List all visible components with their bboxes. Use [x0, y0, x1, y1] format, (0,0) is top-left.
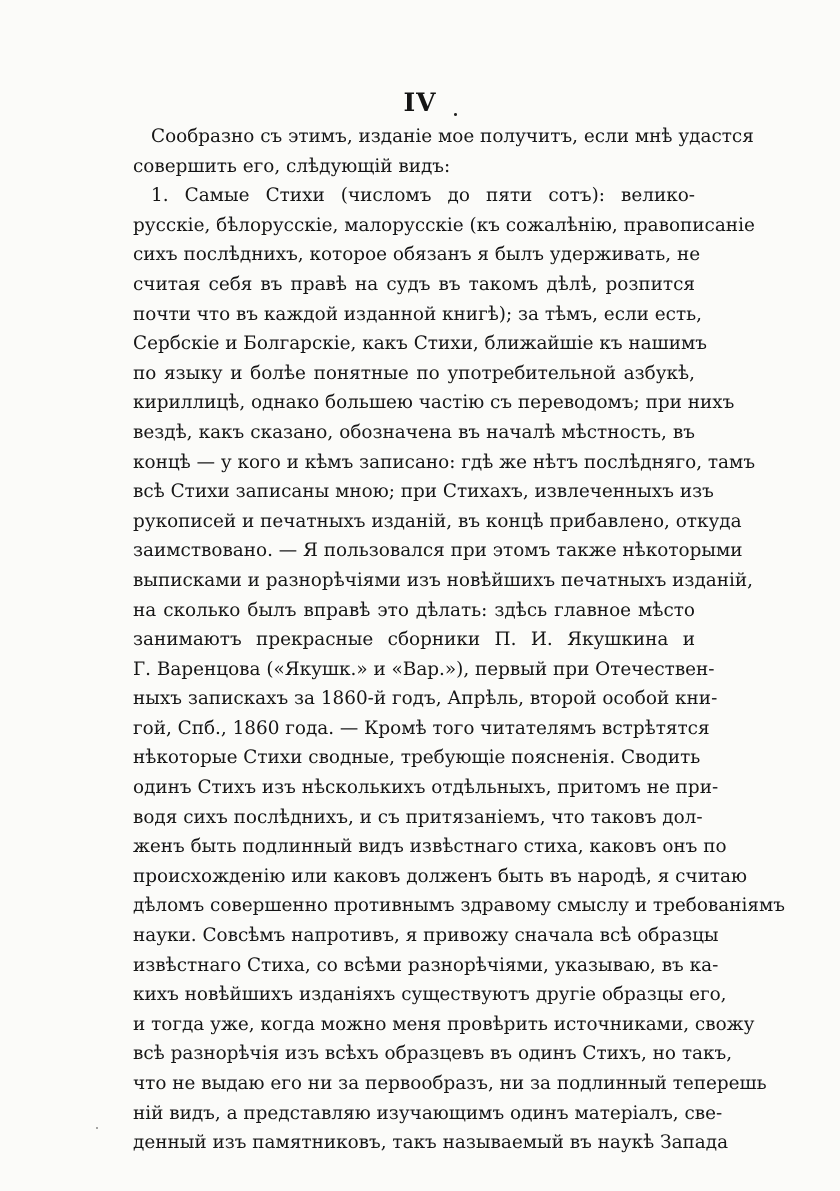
text-line: Г. Варенцова («Якушк.» и «Вар.»), первый при Отечествен- [133, 658, 715, 680]
text-line: и тогда уже, когда можно меня провѣрить источниками, свожу [133, 1013, 755, 1035]
text-line: всѣ Стихи записаны мною; при Стихахъ, извлеченныхъ изъ [133, 481, 714, 503]
text-line: на сколько былъ вправѣ это дѣлать: здѣсь главное мѣсто [133, 599, 695, 621]
text-line: русскіе, бѣлорусскіе, малорусскіе (къ сожалѣнію, правописаніе [133, 214, 755, 236]
ink-speck [96, 1127, 98, 1129]
page-text [133, 122, 785, 1158]
text-line: выписками и разнорѣчіями изъ новѣйшихъ печатныхъ изданій, [133, 569, 753, 591]
text-line: совершить его, слѣдующій видъ: [133, 155, 451, 177]
text-line: заимствовано. — Я пользовался при этомъ также нѣкоторыми [133, 540, 743, 562]
text-line: кихъ новѣйшихъ изданіяхъ существуютъ другіе образцы его, [133, 984, 727, 1006]
text-line: концѣ — у кого и кѣмъ записано: гдѣ же нѣтъ послѣдняго, тамъ [133, 451, 756, 473]
text-line: нѣкоторые Стихи сводные, требующіе поясненія. Сводить [133, 747, 701, 769]
text-line: денный изъ памятниковъ, такъ называемый въ наукѣ Запада [133, 1132, 729, 1154]
text-line: кириллицѣ, однако большею частію съ переводомъ; при нихъ [133, 392, 735, 414]
text-line: занимаютъ прекрасные сборники П. И. Якушкина и [133, 629, 695, 651]
text-line: ній видъ, а представляю изучающимъ одинъ матеріалъ, све- [133, 1102, 723, 1124]
text-line: Сообразно съ этимъ, изданіе мое получитъ, если мнѣ удастся [151, 126, 754, 147]
text-line: считая себя въ правѣ на судъ въ такомъ дѣлѣ, розпится [133, 273, 695, 295]
text-line: сихъ послѣднихъ, которое обязанъ я былъ удерживать, не [133, 244, 701, 266]
text-line: что не выдаю его ни за первообразъ, ни за подлинный теперешь [133, 1073, 767, 1094]
page-number: IV [403, 88, 437, 117]
text-line: по языку и болѣе понятные по употребительной азбукѣ, [133, 362, 695, 384]
text-line: извѣстнаго Стиха, со всѣми разнорѣчіями, указываю, въ ка- [133, 954, 719, 976]
text-line: женъ быть подлинный видъ извѣстнаго стиха, каковъ онъ по [133, 836, 727, 858]
text-line: вездѣ, какъ сказано, обозначена въ началѣ мѣстность, въ [133, 421, 695, 443]
text-line: одинъ Стихъ изъ нѣсколькихъ отдѣльныхъ, притомъ не при- [133, 777, 719, 799]
text-line: Сербскіе и Болгарскіе, какъ Стихи, ближайшіе къ нашимъ [133, 333, 708, 355]
text-line: дѣломъ совершенно противнымъ здравому смыслу и требованіямъ [133, 895, 785, 917]
text-line: 1. Самые Стихи (числомъ до пяти сотъ): велико- [151, 185, 695, 207]
text-line: почти что въ каждой изданной книгѣ); за тѣмъ, если есть, [133, 303, 702, 325]
text-line: ныхъ запискахъ за 1860-й годъ, Апрѣль, второй особой кни- [133, 688, 718, 710]
text-line: гой, Спб., 1860 года. — Кромѣ того читателямъ встрѣтятся [133, 717, 710, 739]
ink-speck [454, 113, 457, 116]
text-line: науки. Совсѣмъ напротивъ, я привожу сначала всѣ образцы [133, 925, 719, 947]
text-line: водя сихъ послѣднихъ, и съ притязаніемъ, что таковъ дол- [133, 806, 703, 828]
text-line: всѣ разнорѣчія изъ всѣхъ образцевъ въ одинъ Стихъ, но такъ, [133, 1043, 733, 1065]
text-line: рукописей и печатныхъ изданій, въ концѣ прибавлено, откуда [133, 510, 742, 532]
text-line: происхожденію или каковъ долженъ быть въ народѣ, я считаю [133, 865, 748, 887]
